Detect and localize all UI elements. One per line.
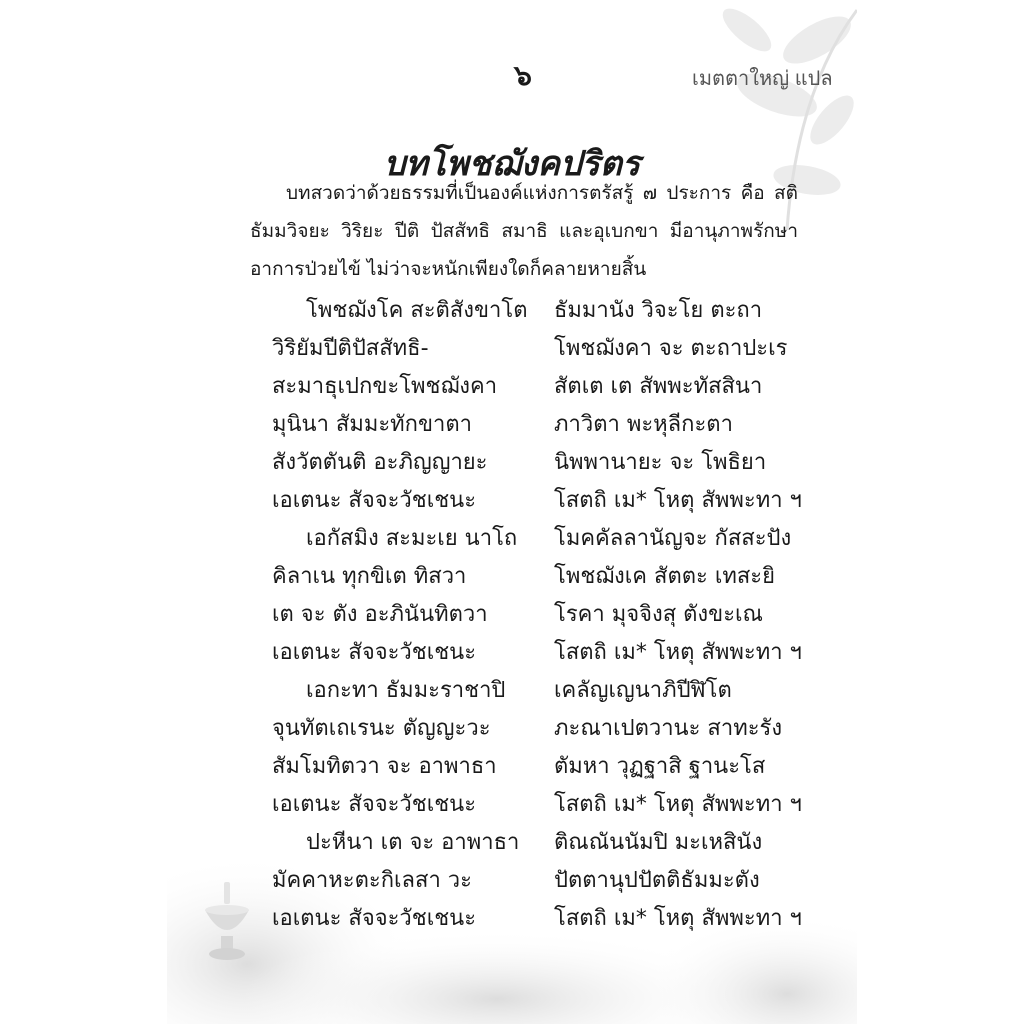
verse-row	[0, 444, 1024, 482]
verse-right: โพชฌังเค สัตตะ เทสะยิ	[554, 564, 775, 589]
verse-row	[0, 824, 1024, 862]
verse-right: ธัมมานัง วิจะโย ตะถา	[554, 298, 763, 323]
verse-row	[0, 786, 1024, 824]
verse-left: สังวัตตันติ อะภิญญายะ	[272, 450, 488, 475]
verse-left: เอเตนะ สัจจะวัชเชนะ	[272, 906, 477, 931]
verse-left: ปะหีนา เต จะ อาพาธา	[306, 830, 520, 855]
chapter-title: บทโพชฌังคปริตร	[383, 143, 641, 184]
verse-row	[0, 330, 1024, 368]
verse-row	[0, 672, 1024, 710]
verse-left: สัมโมทิตวา จะ อาพาธา	[272, 754, 497, 779]
verse-left: โพชฌังโค สะติสังขาโต	[306, 298, 528, 323]
verse-left: คิลาเน ทุกขิเต ทิสวา	[272, 564, 467, 589]
verse-right: โสตถิ เม* โหตุ สัพพะทา ฯ	[554, 488, 802, 513]
verse-row	[0, 558, 1024, 596]
verse-row	[0, 406, 1024, 444]
verse-right: นิพพานายะ จะ โพธิยา	[554, 450, 767, 475]
page-number: ๖	[514, 59, 532, 92]
verse-row	[0, 596, 1024, 634]
verse-right: โสตถิ เม* โหตุ สัพพะทา ฯ	[554, 906, 802, 931]
verse-left: เต จะ ตัง อะภินันทิตวา	[272, 602, 488, 627]
verse-left: มัคคาหะตะกิเลสา วะ	[272, 868, 472, 893]
verse-row	[0, 900, 1024, 938]
verse-right: สัตเต เต สัพพะทัสสินา	[554, 374, 763, 399]
verse-left: เอเตนะ สัจจะวัชเชนะ	[272, 640, 477, 665]
verse-right: ภะณาเปตวานะ สาทะรัง	[554, 716, 783, 741]
verse-left: สะมาธุเปกขะโพชฌังคา	[272, 374, 498, 399]
verse-left: เอเตนะ สัจจะวัชเชนะ	[272, 792, 477, 817]
verse-right: ปัตตานุปปัตติธัมมะตัง	[554, 868, 760, 893]
verse-row	[0, 634, 1024, 672]
verse-row	[0, 862, 1024, 900]
verse-right: ติณณันนัมปิ มะเหสินัง	[554, 830, 763, 855]
verse-right: โมคคัลลานัญจะ กัสสะปัง	[554, 526, 792, 551]
verse-row	[0, 482, 1024, 520]
verse-left: เอกะทา ธัมมะราชาปิ	[306, 678, 506, 703]
verse-right: โสตถิ เม* โหตุ สัพพะทา ฯ	[554, 792, 802, 817]
verse-right: เคลัญเญนาภิปีฬิโต	[554, 678, 732, 703]
running-header: เมตตาใหญ่ แปล	[692, 68, 833, 90]
verse-left: มุนินา สัมมะทักขาตา	[272, 412, 473, 437]
verse-right: ตัมหา วุฏฐาสิ ฐานะโส	[554, 754, 766, 779]
verse-left: จุนทัตเถเรนะ ตัญญะวะ	[272, 716, 491, 741]
verse-list	[0, 292, 1024, 938]
verse-row	[0, 520, 1024, 558]
verse-left: เอกัสมิง สะมะเย นาโถ	[306, 526, 518, 551]
verse-left: เอเตนะ สัจจะวัชเชนะ	[272, 488, 477, 513]
verse-right: โพชฌังคา จะ ตะถาปะเร	[554, 336, 788, 361]
verse-row	[0, 710, 1024, 748]
verse-right: โรคา มุจจิงสุ ตังขะเณ	[554, 602, 763, 627]
verse-row	[0, 292, 1024, 330]
verse-left: วิริยัมปีติปัสสัทธิ-	[272, 336, 429, 361]
verse-row	[0, 748, 1024, 786]
verse-row	[0, 368, 1024, 406]
intro-paragraph: บทสวดว่าด้วยธรรมที่เป็นองค์แห่งการตรัสรู้ ๗ ประการ คือ สติ ธัมมวิจยะ วิริยะ ปีติ ปัสสัทธิ สมาธิ และอุเบกขา มีอานุภาพรักษาอาการป่วยไข้ ไม่ว่าจะหนักเพียงใดก็คลายหายสิ้น	[250, 182, 798, 280]
verse-right: ภาวิตา พะหุลีกะตา	[554, 412, 733, 437]
verse-right: โสตถิ เม* โหตุ สัพพะทา ฯ	[554, 640, 802, 665]
